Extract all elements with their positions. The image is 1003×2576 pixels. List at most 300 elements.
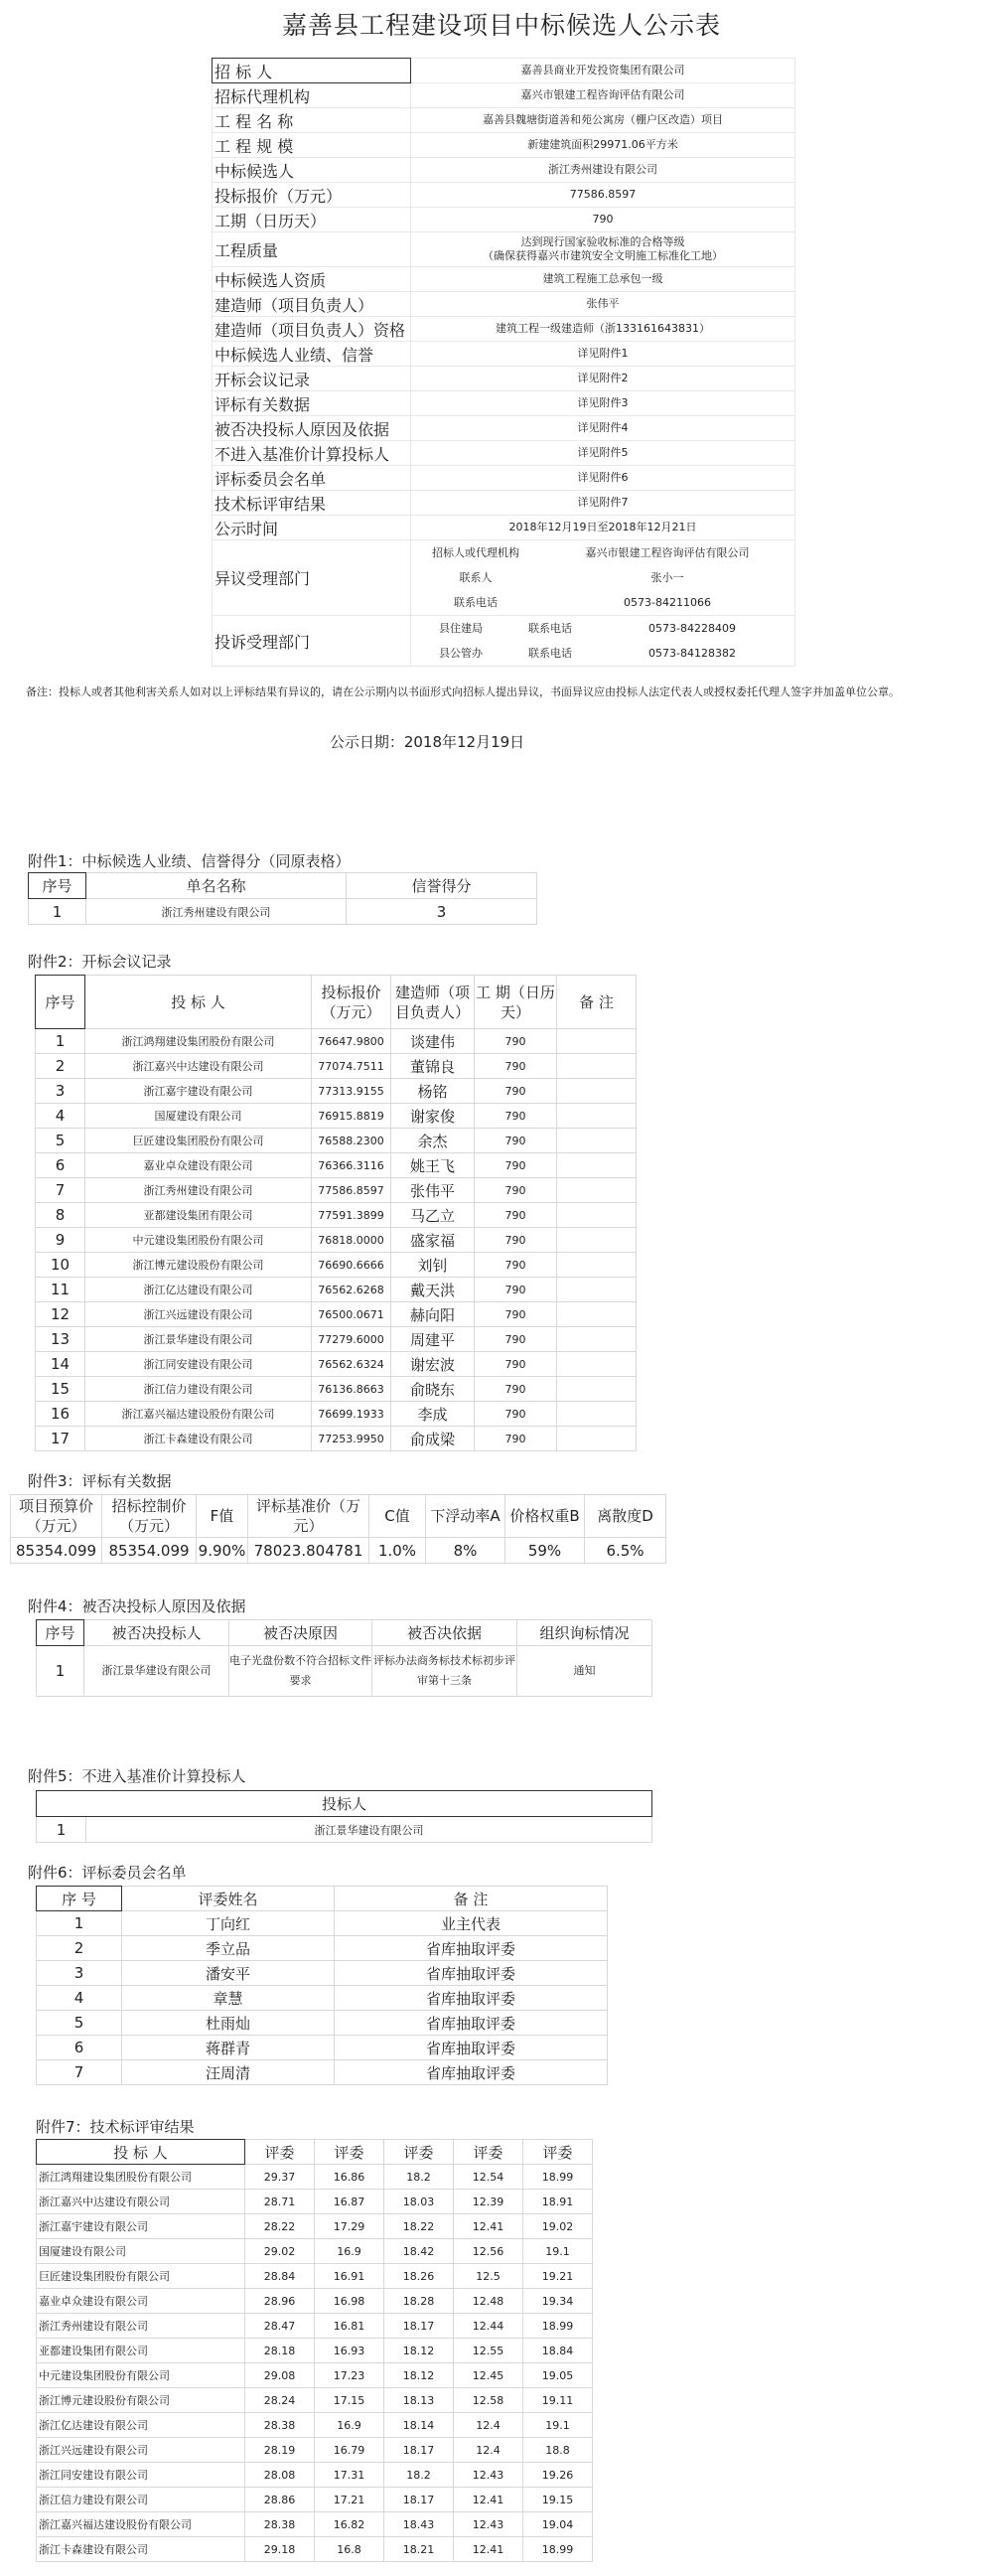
table-cell: 18.17 <box>384 2488 454 2512</box>
info-value <box>411 317 795 342</box>
table-cell: 16.81 <box>315 2314 384 2339</box>
table-cell: 28.24 <box>245 2388 315 2413</box>
table-row <box>36 1029 637 1054</box>
column-header: 序号 <box>29 873 86 899</box>
info-value-text: 嘉善县商业开发投资集团有限公司 <box>520 64 685 76</box>
table-cell: 3 <box>37 1961 122 1986</box>
table-cell: 28.96 <box>245 2289 315 2314</box>
table-cell: 刘钊 <box>391 1253 475 1278</box>
table-cell: 85354.099 <box>102 1538 197 1564</box>
info-row <box>213 267 795 292</box>
info-value-text: 详见附件6 <box>577 471 629 484</box>
column-header: 评委 <box>384 2140 454 2165</box>
table-cell: 77586.8597 <box>312 1178 391 1203</box>
table-cell: 5 <box>36 1129 85 1153</box>
table-cell: 5 <box>37 2011 122 2036</box>
table-cell: 俞成梁 <box>391 1427 475 1451</box>
info-label: 工期（日历天） <box>213 208 411 232</box>
table-row <box>37 2239 593 2264</box>
table-cell: 16.93 <box>315 2339 384 2363</box>
table-cell: 嘉业卓众建设有限公司 <box>85 1153 312 1178</box>
info-label: 中标候选人业绩、信誉 <box>213 342 411 367</box>
table-cell: 59% <box>505 1538 585 1564</box>
table-row <box>36 1153 637 1178</box>
attachment-4-table <box>36 1619 652 1697</box>
table-cell <box>557 1402 637 1427</box>
column-header: 建造师（项目负责人） <box>391 976 475 1029</box>
contact-value: 张小一 <box>650 570 684 584</box>
table-cell: 790 <box>475 1129 557 1153</box>
table-row <box>36 1203 637 1228</box>
complaint-contacts <box>411 616 795 667</box>
table-row <box>37 1961 608 1986</box>
table-cell: 17.29 <box>315 2214 384 2239</box>
table-cell: 18.22 <box>384 2214 454 2239</box>
table-cell: 85354.099 <box>11 1538 102 1564</box>
table-row <box>36 1079 637 1104</box>
table-row <box>36 1352 637 1377</box>
table-row <box>37 2413 593 2438</box>
table-row <box>37 2339 593 2363</box>
info-value <box>411 516 795 540</box>
publish-date: 公示日期：2018年12月19日 <box>329 733 525 751</box>
table-cell: 77279.6000 <box>312 1327 391 1352</box>
table-cell <box>557 1129 637 1153</box>
table-cell: 18.99 <box>523 2165 593 2190</box>
table-row <box>37 2036 608 2060</box>
info-value <box>411 292 795 317</box>
table-cell: 76647.9800 <box>312 1029 391 1054</box>
table-cell: 12 <box>36 1302 85 1327</box>
info-value <box>411 158 795 183</box>
header-row <box>37 1887 608 1911</box>
table-cell: 18.99 <box>523 2314 593 2339</box>
table-cell: 11 <box>36 1278 85 1302</box>
table-cell: 76562.6268 <box>312 1278 391 1302</box>
column-header: 下浮动率A <box>426 1495 505 1538</box>
table-row <box>37 2537 593 2562</box>
column-header: 投 标 人 <box>85 976 312 1029</box>
table-cell: 19.26 <box>523 2463 593 2488</box>
table-cell: 1 <box>37 1911 122 1936</box>
table-cell: 8 <box>36 1203 85 1228</box>
table-cell: 省库抽取评委 <box>335 1936 608 1961</box>
table-cell: 浙江嘉兴福达建设股份有限公司 <box>37 2512 245 2537</box>
table-cell: 谢宏波 <box>391 1352 475 1377</box>
table-cell: 赫向阳 <box>391 1302 475 1327</box>
table-row <box>37 2388 593 2413</box>
table-cell: 浙江鸿翔建设集团股份有限公司 <box>85 1029 312 1054</box>
table-cell: 17.21 <box>315 2488 384 2512</box>
table-cell: 2 <box>36 1054 85 1079</box>
objection-item <box>411 590 794 615</box>
info-value <box>411 441 795 466</box>
table-cell: 790 <box>475 1104 557 1129</box>
table-row <box>37 2488 593 2512</box>
table-cell: 17.15 <box>315 2388 384 2413</box>
table-row <box>36 1129 637 1153</box>
column-header: 被否决投标人 <box>84 1620 229 1646</box>
info-value <box>411 59 795 83</box>
contact-key: 联系电话 <box>454 595 498 609</box>
info-row <box>213 441 795 466</box>
table-cell: 3 <box>347 899 537 925</box>
complaint-item <box>411 641 794 666</box>
info-value <box>411 367 795 391</box>
table-cell: 省库抽取评委 <box>335 2036 608 2060</box>
table-row <box>37 1936 608 1961</box>
table-row <box>37 2060 608 2085</box>
table-row <box>36 1302 637 1327</box>
info-value <box>411 267 795 292</box>
table-cell: 19.1 <box>523 2239 593 2264</box>
table-cell: 790 <box>475 1427 557 1451</box>
table-cell: 浙江秀州建设有限公司 <box>85 1178 312 1203</box>
table-cell: 18.84 <box>523 2339 593 2363</box>
attachment-6-title: 附件6：评标委员会名单 <box>28 1864 187 1882</box>
table-cell: 16.9 <box>315 2413 384 2438</box>
column-header: 离散度D <box>585 1495 666 1538</box>
table-cell: 7 <box>37 2060 122 2085</box>
table-cell: 790 <box>475 1352 557 1377</box>
table-cell: 790 <box>475 1278 557 1302</box>
info-value-text: 详见附件1 <box>577 347 629 360</box>
table-cell <box>557 1377 637 1402</box>
table-cell: 8% <box>426 1538 505 1564</box>
table-cell: 16 <box>36 1402 85 1427</box>
complaint-org: 县住建局 <box>439 621 483 635</box>
table-cell: 1 <box>36 1029 85 1054</box>
table-cell: 巨匠建设集团股份有限公司 <box>37 2264 245 2289</box>
info-row <box>213 516 795 540</box>
attachment-3-title: 附件3：评标有关数据 <box>28 1472 172 1490</box>
table-row <box>11 1538 666 1564</box>
table-cell: 9 <box>36 1228 85 1253</box>
column-header: 序号 <box>36 976 85 1029</box>
info-row <box>213 342 795 367</box>
table-cell: 790 <box>475 1178 557 1203</box>
notice: 备注：投标人或者其他利害关系人如对以上评标结果有异议的，请在公示期内以书面形式向招标人提出异议，书面异议应由投标人法定代表人或授权委托代理人签字并加盖单位公章。 <box>26 685 900 698</box>
table-cell <box>557 1327 637 1352</box>
column-header: 序 号 <box>37 1887 122 1911</box>
table-cell: 12.39 <box>454 2190 523 2214</box>
table-cell: 790 <box>475 1327 557 1352</box>
header-row <box>37 2140 593 2165</box>
table-cell: 国厦建设有限公司 <box>37 2239 245 2264</box>
info-value <box>411 83 795 108</box>
table-row <box>37 2190 593 2214</box>
table-cell: 浙江兴远建设有限公司 <box>85 1302 312 1327</box>
table-row <box>37 2011 608 2036</box>
page-title: 嘉善县工程建设项目中标候选人公示表 <box>281 11 721 40</box>
table-cell: 76699.1933 <box>312 1402 391 1427</box>
table-cell: 马乙立 <box>391 1203 475 1228</box>
table-cell: 12.54 <box>454 2165 523 2190</box>
table-cell: 18.12 <box>384 2339 454 2363</box>
table-cell: 7 <box>36 1178 85 1203</box>
table-cell: 浙江鸿翔建设集团股份有限公司 <box>37 2165 245 2190</box>
column-header: 招标控制价（万元） <box>102 1495 197 1538</box>
info-value <box>411 183 795 208</box>
table-cell: 18.13 <box>384 2388 454 2413</box>
info-row <box>213 59 795 83</box>
table-cell: 杜雨灿 <box>122 2011 335 2036</box>
table-cell: 76136.8663 <box>312 1377 391 1402</box>
table-cell: 19.34 <box>523 2289 593 2314</box>
info-value <box>411 208 795 232</box>
header-row <box>36 976 637 1029</box>
info-row <box>213 317 795 342</box>
table-cell <box>557 1278 637 1302</box>
table-cell: 董锦良 <box>391 1054 475 1079</box>
table-cell <box>557 1203 637 1228</box>
table-row <box>37 1911 608 1936</box>
info-value <box>411 491 795 516</box>
table-cell: 18.2 <box>384 2463 454 2488</box>
table-cell: 李成 <box>391 1402 475 1427</box>
objection-item <box>411 565 794 590</box>
info-row <box>213 108 795 133</box>
info-value-text: 详见附件2 <box>577 372 629 384</box>
info-label: 招 标 人 <box>213 59 411 83</box>
contact-key: 招标人或代理机构 <box>432 545 519 559</box>
info-value-text: 嘉兴市银建工程咨询评估有限公司 <box>520 88 685 101</box>
table-cell: 76818.0000 <box>312 1228 391 1253</box>
info-row <box>213 158 795 183</box>
table-cell: 18.8 <box>523 2438 593 2463</box>
table-row <box>37 2463 593 2488</box>
column-header: 被否决依据 <box>372 1620 517 1646</box>
table-cell: 18.14 <box>384 2413 454 2438</box>
table-cell: 4 <box>36 1104 85 1129</box>
table-cell: 浙江秀州建设有限公司 <box>86 899 347 925</box>
info-row <box>213 183 795 208</box>
info-value-text: 张伟平 <box>586 297 620 310</box>
table-cell: 19.1 <box>523 2413 593 2438</box>
table-cell: 18.2 <box>384 2165 454 2190</box>
complaint-org: 县公管办 <box>439 646 483 660</box>
header-row <box>29 873 537 899</box>
table-cell: 16.9 <box>315 2239 384 2264</box>
table-cell: 季立品 <box>122 1936 335 1961</box>
attachment-1-title: 附件1：中标候选人业绩、信誉得分（同原表格） <box>28 852 351 870</box>
column-header: C值 <box>369 1495 426 1538</box>
table-cell: 业主代表 <box>335 1911 608 1936</box>
table-cell: 12.43 <box>454 2512 523 2537</box>
table-cell: 18.21 <box>384 2537 454 2562</box>
info-label: 技术标评审结果 <box>213 491 411 516</box>
header-row <box>11 1495 666 1538</box>
table-cell: 790 <box>475 1402 557 1427</box>
table-cell: 790 <box>475 1253 557 1278</box>
info-value-text: 790 <box>592 213 614 226</box>
column-header: 组织询标情况 <box>517 1620 652 1646</box>
attachment-7-table <box>36 2139 593 2562</box>
table-cell: 28.22 <box>245 2214 315 2239</box>
info-label: 建造师（项目负责人） <box>213 292 411 317</box>
table-cell: 12.43 <box>454 2463 523 2488</box>
table-row <box>36 1278 637 1302</box>
table-cell: 戴天洪 <box>391 1278 475 1302</box>
info-label: 不进入基准价计算投标人 <box>213 441 411 466</box>
table-row <box>36 1228 637 1253</box>
table-cell: 丁向红 <box>122 1911 335 1936</box>
complaint-item <box>411 616 794 641</box>
info-value <box>411 342 795 367</box>
table-cell: 蒋群青 <box>122 2036 335 2060</box>
column-header: 评标基准价（万元） <box>248 1495 369 1538</box>
objection-row <box>213 540 795 616</box>
complaint-table <box>411 616 794 666</box>
table-cell <box>557 1178 637 1203</box>
objection-table <box>411 540 794 615</box>
attachment-5-title: 附件5：不进入基准价计算投标人 <box>28 1767 246 1785</box>
table-cell: 周建平 <box>391 1327 475 1352</box>
table-row <box>37 1986 608 2011</box>
table-cell: 12.41 <box>454 2488 523 2512</box>
table-cell: 12.4 <box>454 2413 523 2438</box>
table-cell: 浙江嘉兴中达建设有限公司 <box>37 2190 245 2214</box>
info-label: 工 程 名 称 <box>213 108 411 133</box>
table-cell: 16.91 <box>315 2264 384 2289</box>
table-cell: 浙江亿达建设有限公司 <box>85 1278 312 1302</box>
table-cell: 谢家俊 <box>391 1104 475 1129</box>
table-cell: 28.18 <box>245 2339 315 2363</box>
contact-key: 联系电话 <box>528 621 572 635</box>
table-cell <box>557 1079 637 1104</box>
table-cell: 省库抽取评委 <box>335 2060 608 2085</box>
info-row <box>213 232 795 267</box>
header-row <box>37 1620 652 1646</box>
table-cell: 28.38 <box>245 2512 315 2537</box>
table-cell: 17.31 <box>315 2463 384 2488</box>
table-cell: 俞晓东 <box>391 1377 475 1402</box>
table-cell: 浙江博元建设股份有限公司 <box>37 2388 245 2413</box>
column-header: F值 <box>197 1495 248 1538</box>
table-cell: 章慧 <box>122 1986 335 2011</box>
info-table <box>212 58 795 667</box>
column-header: 单名名称 <box>86 873 347 899</box>
table-cell: 28.08 <box>245 2463 315 2488</box>
table-cell: 1.0% <box>369 1538 426 1564</box>
attachment-3-table <box>10 1494 666 1564</box>
table-cell: 中元建设集团股份有限公司 <box>37 2363 245 2388</box>
column-header: 序号 <box>37 1620 84 1646</box>
table-cell: 19.05 <box>523 2363 593 2388</box>
table-cell: 15 <box>36 1377 85 1402</box>
table-cell: 76562.6324 <box>312 1352 391 1377</box>
table-cell: 浙江同安建设有限公司 <box>37 2463 245 2488</box>
table-cell: 3 <box>36 1079 85 1104</box>
table-cell: 790 <box>475 1153 557 1178</box>
table-cell: 13 <box>36 1327 85 1352</box>
info-row <box>213 208 795 232</box>
table-cell: 浙江卡森建设有限公司 <box>85 1427 312 1451</box>
table-cell <box>557 1228 637 1253</box>
table-cell: 浙江景华建设有限公司 <box>86 1817 652 1843</box>
table-cell: 12.48 <box>454 2289 523 2314</box>
table-cell: 张伟平 <box>391 1178 475 1203</box>
table-cell: 16.86 <box>315 2165 384 2190</box>
table-cell: 12.4 <box>454 2438 523 2463</box>
table-row <box>37 2165 593 2190</box>
table-cell: 6.5% <box>585 1538 666 1564</box>
table-cell: 谈建伟 <box>391 1029 475 1054</box>
complaint-row <box>213 616 795 667</box>
table-row <box>37 2438 593 2463</box>
table-cell: 76588.2300 <box>312 1129 391 1153</box>
contact-key: 联系电话 <box>528 646 572 660</box>
info-label: 工程质量 <box>213 232 411 267</box>
info-label: 中标候选人 <box>213 158 411 183</box>
info-label: 招标代理机构 <box>213 83 411 108</box>
table-cell: 28.86 <box>245 2488 315 2512</box>
table-cell: 16.98 <box>315 2289 384 2314</box>
column-header: 评委 <box>315 2140 384 2165</box>
table-cell: 评标办法商务标技术标初步评审第十三条 <box>372 1646 517 1697</box>
table-cell: 浙江嘉兴福达建设股份有限公司 <box>85 1402 312 1427</box>
info-value <box>411 416 795 441</box>
objection-item <box>411 540 794 565</box>
table-cell: 6 <box>37 2036 122 2060</box>
table-cell: 杨铭 <box>391 1079 475 1104</box>
column-header: 价格权重B <box>505 1495 585 1538</box>
table-cell: 17.23 <box>315 2363 384 2388</box>
table-cell: 18.43 <box>384 2512 454 2537</box>
column-header: 备 注 <box>335 1887 608 1911</box>
table-cell: 76915.8819 <box>312 1104 391 1129</box>
info-row <box>213 391 795 416</box>
table-cell: 76500.0671 <box>312 1302 391 1327</box>
column-header: 投标报价（万元） <box>312 976 391 1029</box>
column-header: 评委 <box>245 2140 315 2165</box>
table-cell: 盛家福 <box>391 1228 475 1253</box>
table-row <box>37 2289 593 2314</box>
table-cell: 浙江景华建设有限公司 <box>85 1327 312 1352</box>
info-label: 评标有关数据 <box>213 391 411 416</box>
table-cell: 巨匠建设集团股份有限公司 <box>85 1129 312 1153</box>
table-cell: 16.87 <box>315 2190 384 2214</box>
table-cell: 潘安平 <box>122 1961 335 1986</box>
table-cell: 浙江信力建设有限公司 <box>37 2488 245 2512</box>
table-cell <box>557 1427 637 1451</box>
table-cell <box>557 1029 637 1054</box>
contact-value: 0573-84128382 <box>648 646 736 660</box>
attachment-2-title: 附件2：开标会议记录 <box>28 953 172 971</box>
info-value-text: 嘉善县魏塘街道善和苑公寓房（棚户区改造）项目 <box>483 113 723 126</box>
table-cell: 12.58 <box>454 2388 523 2413</box>
info-label: 被否决投标人原因及依据 <box>213 416 411 441</box>
column-header: 信誉得分 <box>347 873 537 899</box>
table-row <box>36 1377 637 1402</box>
table-cell: 10 <box>36 1253 85 1278</box>
table-cell: 18.28 <box>384 2289 454 2314</box>
info-value-text: 达到现行国家验收标准的合格等级 <box>520 235 685 248</box>
column-header: 被否决原因 <box>229 1620 372 1646</box>
table-row <box>36 1253 637 1278</box>
info-label: 投标报价（万元） <box>213 183 411 208</box>
table-cell: 790 <box>475 1228 557 1253</box>
contact-value: 0573-84228409 <box>648 621 736 635</box>
table-row <box>29 899 537 925</box>
info-value-text: 浙江秀州建设有限公司 <box>548 163 657 176</box>
table-cell: 790 <box>475 1377 557 1402</box>
info-value-text: 详见附件3 <box>577 396 629 409</box>
info-label: 建造师（项目负责人）资格 <box>213 317 411 342</box>
table-cell: 1 <box>37 1646 84 1697</box>
column-header: 评委 <box>454 2140 523 2165</box>
table-cell: 省库抽取评委 <box>335 2011 608 2036</box>
